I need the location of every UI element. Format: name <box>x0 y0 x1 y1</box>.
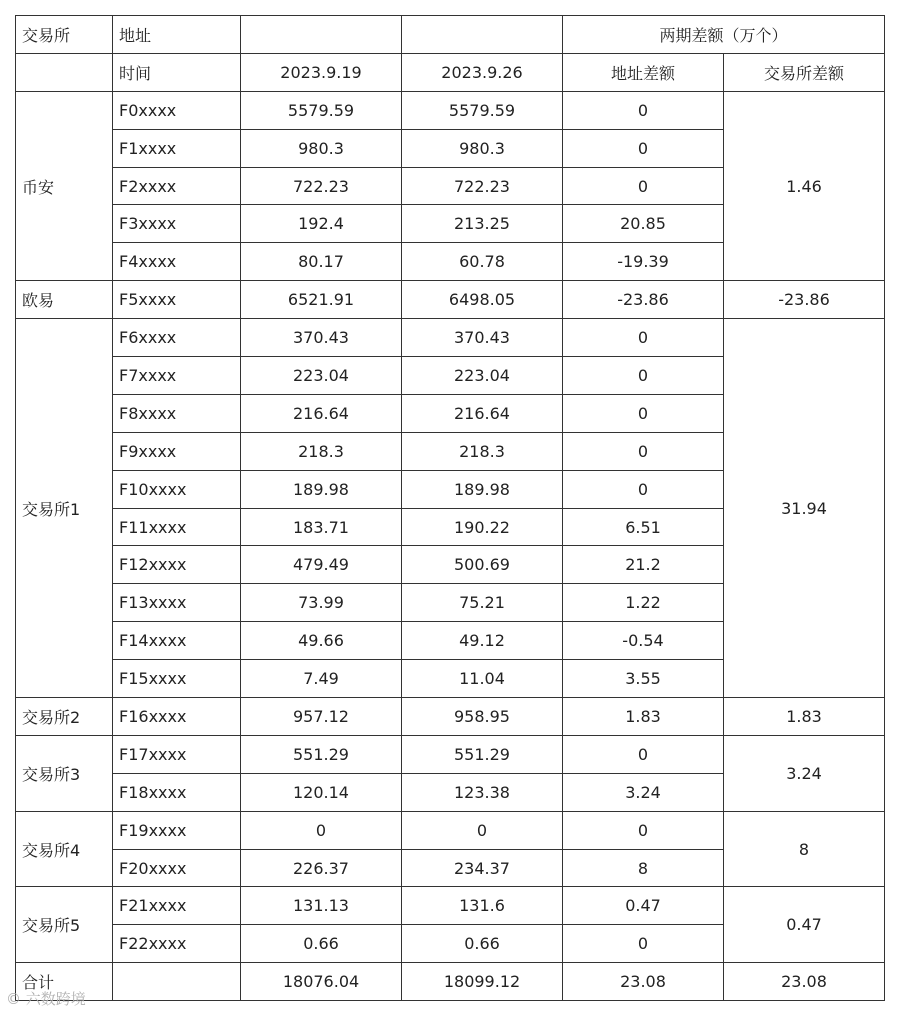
address-cell: F11xxxx <box>113 508 241 546</box>
address-cell: F9xxxx <box>113 432 241 470</box>
table-row <box>16 735 885 773</box>
address-cell: F22xxxx <box>113 925 241 963</box>
exchange-name: 交易所1 <box>16 319 113 698</box>
value-2023-9-19: 189.98 <box>241 470 402 508</box>
table-row <box>16 698 885 736</box>
address-cell: F21xxxx <box>113 887 241 925</box>
address-cell: F14xxxx <box>113 622 241 660</box>
address-cell: F7xxxx <box>113 357 241 395</box>
header-time: 时间 <box>113 53 241 91</box>
address-cell: F0xxxx <box>113 91 241 129</box>
value-2023-9-19: 7.49 <box>241 660 402 698</box>
value-2023-9-26: 190.22 <box>402 508 563 546</box>
address-diff-cell: 0 <box>563 432 724 470</box>
exchange-diff-cell: 1.83 <box>724 698 885 736</box>
address-diff-cell: 1.22 <box>563 584 724 622</box>
address-cell: F6xxxx <box>113 319 241 357</box>
value-2023-9-26: 6498.05 <box>402 281 563 319</box>
address-diff-cell: 1.83 <box>563 698 724 736</box>
value-2023-9-26: 234.37 <box>402 849 563 887</box>
value-2023-9-26: 11.04 <box>402 660 563 698</box>
table-row <box>16 887 885 925</box>
header-blank-3 <box>16 53 113 91</box>
total-value-2023-9-19: 18076.04 <box>241 963 402 1001</box>
exchange-diff-cell: 0.47 <box>724 887 885 963</box>
header-address: 地址 <box>113 16 241 54</box>
value-2023-9-19: 370.43 <box>241 319 402 357</box>
value-2023-9-26: 980.3 <box>402 129 563 167</box>
value-2023-9-19: 722.23 <box>241 167 402 205</box>
value-2023-9-26: 958.95 <box>402 698 563 736</box>
header-row-2 <box>16 53 885 91</box>
value-2023-9-19: 218.3 <box>241 432 402 470</box>
table-row <box>16 319 885 357</box>
value-2023-9-19: 216.64 <box>241 394 402 432</box>
value-2023-9-26: 49.12 <box>402 622 563 660</box>
value-2023-9-26: 213.25 <box>402 205 563 243</box>
value-2023-9-19: 223.04 <box>241 357 402 395</box>
value-2023-9-19: 0.66 <box>241 925 402 963</box>
address-cell: F1xxxx <box>113 129 241 167</box>
table-row <box>16 811 885 849</box>
address-diff-cell: 20.85 <box>563 205 724 243</box>
address-diff-cell: 0 <box>563 925 724 963</box>
total-row <box>16 963 885 1001</box>
value-2023-9-19: 5579.59 <box>241 91 402 129</box>
address-diff-cell: 0 <box>563 470 724 508</box>
value-2023-9-19: 226.37 <box>241 849 402 887</box>
exchange-name: 交易所2 <box>16 698 113 736</box>
address-diff-cell: 0 <box>563 129 724 167</box>
address-cell: F19xxxx <box>113 811 241 849</box>
value-2023-9-26: 0 <box>402 811 563 849</box>
exchange-name: 交易所3 <box>16 735 113 811</box>
header-row-1 <box>16 16 885 54</box>
address-diff-cell: -19.39 <box>563 243 724 281</box>
exchange-name: 交易所4 <box>16 811 113 887</box>
value-2023-9-26: 370.43 <box>402 319 563 357</box>
exchange-diff-cell: 3.24 <box>724 735 885 811</box>
address-diff-cell: 3.24 <box>563 773 724 811</box>
exchange-diff-cell: 31.94 <box>724 319 885 698</box>
address-cell: F3xxxx <box>113 205 241 243</box>
value-2023-9-19: 120.14 <box>241 773 402 811</box>
address-cell: F18xxxx <box>113 773 241 811</box>
value-2023-9-26: 131.6 <box>402 887 563 925</box>
address-diff-cell: 0 <box>563 319 724 357</box>
address-cell: F4xxxx <box>113 243 241 281</box>
header-diff-title: 两期差额（万个） <box>563 16 885 54</box>
address-cell: F10xxxx <box>113 470 241 508</box>
header-date-1: 2023.9.19 <box>241 53 402 91</box>
value-2023-9-26: 218.3 <box>402 432 563 470</box>
address-diff-cell: 0 <box>563 167 724 205</box>
value-2023-9-26: 500.69 <box>402 546 563 584</box>
table-body <box>16 16 885 1001</box>
table-row <box>16 91 885 129</box>
total-blank <box>113 963 241 1001</box>
address-cell: F13xxxx <box>113 584 241 622</box>
exchange-name: 欧易 <box>16 281 113 319</box>
header-blank-1 <box>241 16 402 54</box>
exchange-name: 交易所5 <box>16 887 113 963</box>
address-diff-cell: 0 <box>563 811 724 849</box>
exchange-diff-cell: -23.86 <box>724 281 885 319</box>
address-cell: F15xxxx <box>113 660 241 698</box>
address-cell: F20xxxx <box>113 849 241 887</box>
address-diff-cell: 0 <box>563 394 724 432</box>
total-label: 合计 <box>16 963 113 1001</box>
value-2023-9-19: 49.66 <box>241 622 402 660</box>
value-2023-9-19: 73.99 <box>241 584 402 622</box>
address-diff-cell: -23.86 <box>563 281 724 319</box>
exchange-address-table <box>15 15 885 1001</box>
total-exchange-diff: 23.08 <box>724 963 885 1001</box>
exchange-diff-cell: 1.46 <box>724 91 885 280</box>
address-diff-cell: -0.54 <box>563 622 724 660</box>
address-cell: F12xxxx <box>113 546 241 584</box>
value-2023-9-26: 722.23 <box>402 167 563 205</box>
exchange-name: 币安 <box>16 91 113 280</box>
address-cell: F2xxxx <box>113 167 241 205</box>
address-diff-cell: 0.47 <box>563 887 724 925</box>
address-cell: F17xxxx <box>113 735 241 773</box>
header-exchange-diff: 交易所差额 <box>724 53 885 91</box>
address-diff-cell: 6.51 <box>563 508 724 546</box>
value-2023-9-19: 479.49 <box>241 546 402 584</box>
address-cell: F5xxxx <box>113 281 241 319</box>
address-diff-cell: 0 <box>563 91 724 129</box>
value-2023-9-26: 5579.59 <box>402 91 563 129</box>
value-2023-9-26: 0.66 <box>402 925 563 963</box>
address-diff-cell: 21.2 <box>563 546 724 584</box>
header-exchange: 交易所 <box>16 16 113 54</box>
value-2023-9-26: 189.98 <box>402 470 563 508</box>
value-2023-9-26: 216.64 <box>402 394 563 432</box>
watermark: © 六数跨境 <box>6 990 86 1008</box>
address-diff-cell: 8 <box>563 849 724 887</box>
value-2023-9-19: 131.13 <box>241 887 402 925</box>
value-2023-9-26: 60.78 <box>402 243 563 281</box>
value-2023-9-19: 980.3 <box>241 129 402 167</box>
value-2023-9-19: 957.12 <box>241 698 402 736</box>
value-2023-9-19: 6521.91 <box>241 281 402 319</box>
address-cell: F8xxxx <box>113 394 241 432</box>
value-2023-9-26: 75.21 <box>402 584 563 622</box>
value-2023-9-26: 223.04 <box>402 357 563 395</box>
value-2023-9-26: 551.29 <box>402 735 563 773</box>
value-2023-9-26: 123.38 <box>402 773 563 811</box>
value-2023-9-19: 0 <box>241 811 402 849</box>
table-row <box>16 281 885 319</box>
value-2023-9-19: 551.29 <box>241 735 402 773</box>
address-diff-cell: 3.55 <box>563 660 724 698</box>
value-2023-9-19: 183.71 <box>241 508 402 546</box>
address-diff-cell: 0 <box>563 357 724 395</box>
value-2023-9-19: 192.4 <box>241 205 402 243</box>
total-value-2023-9-26: 18099.12 <box>402 963 563 1001</box>
total-address-diff: 23.08 <box>563 963 724 1001</box>
header-blank-2 <box>402 16 563 54</box>
header-date-2: 2023.9.26 <box>402 53 563 91</box>
address-diff-cell: 0 <box>563 735 724 773</box>
header-address-diff: 地址差额 <box>563 53 724 91</box>
exchange-diff-cell: 8 <box>724 811 885 887</box>
address-cell: F16xxxx <box>113 698 241 736</box>
value-2023-9-19: 80.17 <box>241 243 402 281</box>
